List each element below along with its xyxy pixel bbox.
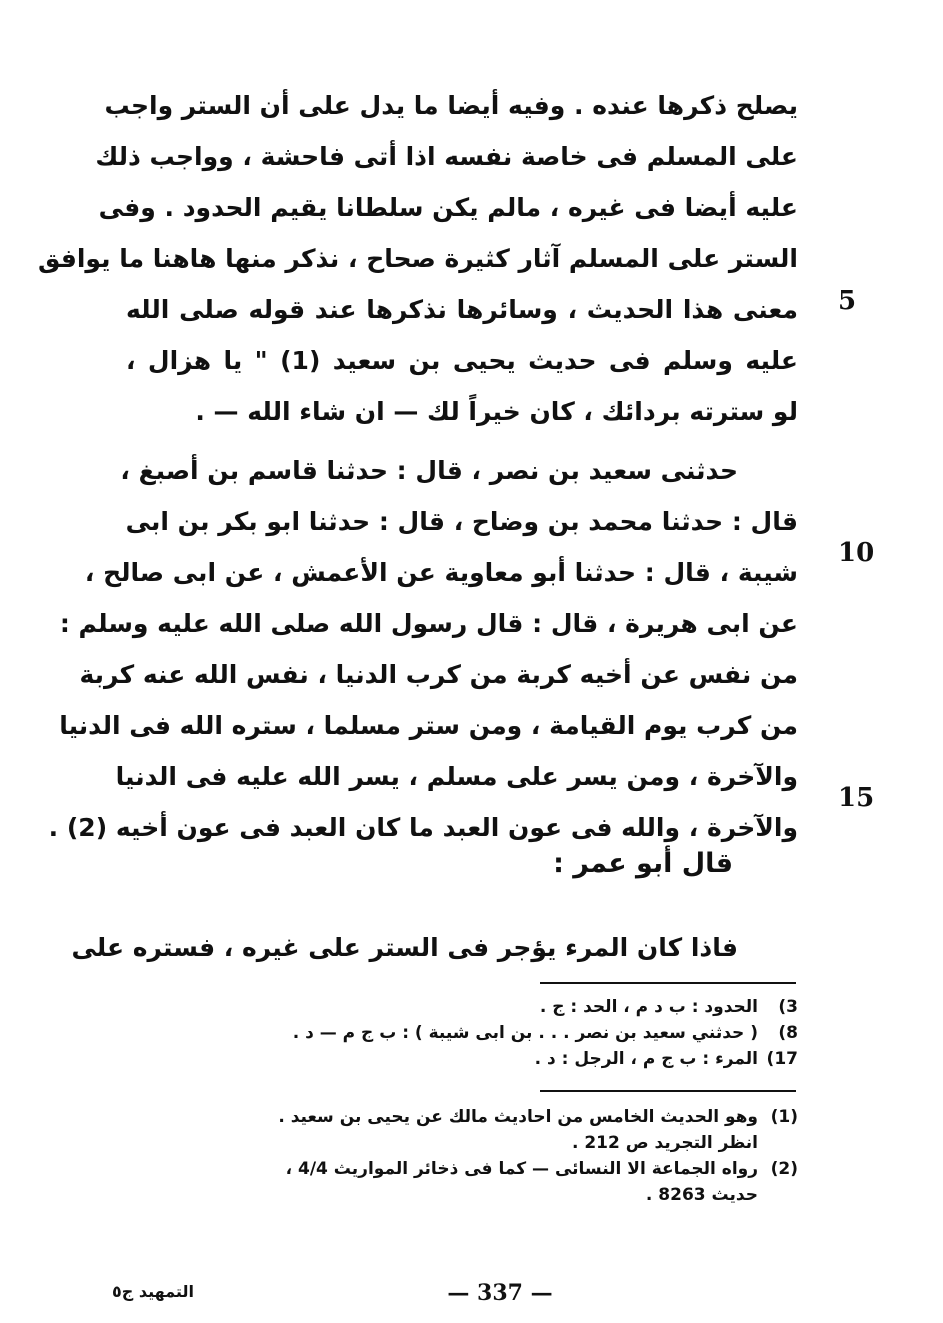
variant-notes [190, 994, 798, 1072]
footnote-continuation [130, 1130, 798, 1156]
note-number: 3) [778, 997, 798, 1017]
footnotes [130, 1104, 798, 1208]
line-number: 10 [838, 538, 875, 568]
text-line: قال : حدثنا محمد بن وضاح ، قال : حدثنا ابو بكر بن ابى [125, 507, 798, 536]
text-line: حدثنى سعيد بن نصر ، قال : حدثنا قاسم بن أصبغ ، [120, 456, 738, 485]
note-text: وهو الحديث الخامس من احاديث مالك عن يحيى بن سعيد . [278, 1107, 758, 1127]
variant-note [190, 1020, 798, 1046]
note-text: رواه الجماعة الا النسائى — كما فى ذخائر المواريث 4/4 ، [285, 1159, 758, 1179]
note-number: (1) [770, 1107, 798, 1127]
footnote-continuation [130, 1182, 798, 1208]
note-number: 8) [778, 1023, 798, 1043]
note-text: انظر التجريد ص 212 . [571, 1133, 758, 1153]
text-line: لو سترته بردائك ، كان خيراً لك — ان شاء الله — . [195, 397, 798, 426]
text-line: من نفس عن أخيه كربة من كرب الدنيا ، نفس الله عنه كربة [79, 660, 798, 689]
text-line: عن ابى هريرة ، قال : قال رسول الله صلى الله عليه وسلم : [59, 609, 798, 638]
text-line: الستر على المسلم آثار كثيرة صحاح ، نذكر منها هاهنا ما يوافق [37, 244, 798, 273]
section-heading: قال أبو عمر : [553, 848, 733, 879]
running-footer: التمهيد ج٥ [112, 1282, 194, 1301]
note-number: (2) [770, 1159, 798, 1179]
text-line: والآخرة ، والله فى عون العبد ما كان العبد فى عون أخيه (2) . [48, 813, 798, 842]
line-number: 15 [838, 783, 875, 813]
text-line: فاذا كان المرء يؤجر فى الستر على غيره ، فستره على [71, 933, 738, 962]
text-line: معنى هذا الحديث ، وسائرها نذكرها عند قوله صلى الله [126, 295, 798, 324]
variant-note [190, 994, 798, 1020]
footnote [130, 1156, 798, 1182]
divider [540, 982, 796, 984]
note-text: المرء : ب ج م ، الرجل : د . [534, 1049, 758, 1069]
text-line: والآخرة ، ومن يسر على مسلم ، يسر الله عليه فى الدنيا [115, 762, 798, 791]
note-text: حديث 8263 . [645, 1185, 758, 1205]
text-line: عليه وسلم فى حديث يحيى بن سعيد (1) " يا هزال ، [126, 346, 798, 375]
note-number: 17) [766, 1049, 798, 1069]
text-line: عليه أيضا فى غيره ، مالم يكن سلطانا يقيم الحدود . وفى [98, 193, 798, 222]
line-number: 5 [838, 286, 857, 316]
page-number: — 337 — [447, 1280, 553, 1306]
divider [540, 1090, 796, 1092]
main-text-block [37, 80, 798, 853]
text-line: على المسلم فى خاصة نفسه اذا أتى فاحشة ، وواجب ذلك [95, 142, 798, 171]
variant-note [190, 1046, 798, 1072]
text-line: شيبة ، قال : حدثنا أبو معاوية عن الأعمش ، عن ابى صالح ، [84, 558, 798, 587]
note-text: الحدود : ب د م ، الحد : ج . [539, 997, 758, 1017]
note-text: ( حدثني سعيد بن نصر . . . بن ابى شيبة ) : ب ج م — د . [292, 1023, 758, 1043]
footnote [130, 1104, 798, 1130]
text-line: يصلح ذكرها عنده . وفيه أيضا ما يدل على أن الستر واجب [104, 91, 798, 120]
text-line: من كرب يوم القيامة ، ومن ستر مسلما ، ستره الله فى الدنيا [59, 711, 798, 740]
